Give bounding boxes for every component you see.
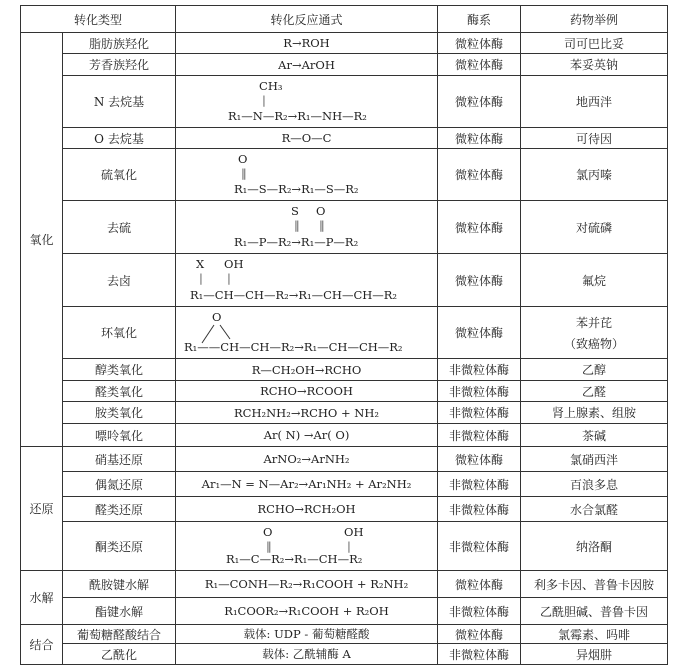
formula-cell: 载体: 乙酰辅酶 A [176,644,438,665]
drug-name: 苯妥英钠 [570,58,619,72]
formula-cell: RCH₂NH₂→RCHO + NH₂ [176,402,438,424]
drug-cell [521,472,668,497]
enzyme-cell: 微粒体酶 [438,571,521,598]
enzyme-cell: 微粒体酶 [438,201,521,254]
table-row [21,571,668,598]
drug-cell [521,402,668,424]
drug-cell [521,33,668,54]
drug-name: 纳洛酮 [576,539,613,554]
table-row [21,33,668,54]
drug-cell [521,598,668,625]
type-cell: 去卤 [63,254,176,307]
drug-cell [521,447,668,472]
bond-line: ‖ [266,539,272,553]
drug-cell [521,625,668,644]
formula-substituent: O [238,152,248,166]
formula-substituent: O [263,525,273,539]
drug-cell [521,201,668,254]
table-row [21,497,668,522]
drug-cell [521,497,668,522]
category-cell: 还原 [21,447,63,571]
formula-cell [176,307,438,359]
formula-main: R₁——CH—CH—R₂→R₁—CH—CH—R₂ [184,340,403,354]
type-cell: 芳香族羟化 [63,54,176,76]
drug-name: 地西泮 [576,95,613,109]
drug-cell [521,424,668,447]
formula-cell: R—CH₂OH→RCHO [176,359,438,381]
table-row [21,307,668,359]
table-row [21,254,668,307]
table-row [21,201,668,254]
formula-main: R₁—P—R₂→R₁—P—R₂ [234,235,359,249]
enzyme-cell: 非微粒体酶 [438,359,521,381]
drug-cell [521,128,668,149]
drug-metabolism-table [20,5,668,665]
table-row [21,359,668,381]
formula-cell [176,254,438,307]
formula-main: R₁—CH—CH—R₂→R₁—CH—CH—R₂ [190,288,398,302]
drug-name: 氯霉素、吗啡 [558,627,631,642]
enzyme-cell: 微粒体酶 [438,76,521,128]
bond-line: ‖ [319,218,325,232]
drug-cell [521,149,668,201]
bond-line: | [347,539,351,553]
bond-line: | [227,271,231,285]
drug-name: 氟烷 [582,273,607,288]
formula-main: R₁—S—R₂→R₁—S—R₂ [234,182,359,196]
type-cell: 硫氧化 [63,149,176,201]
formula-substituent: CH₃ [259,79,283,93]
enzyme-cell: 非微粒体酶 [438,381,521,402]
type-cell: 硝基还原 [63,447,176,472]
drug-name: 氯硝西泮 [570,452,619,467]
bond-line: ‖ [294,218,300,232]
type-cell: 酯键水解 [63,598,176,625]
drug-name: 司可巴比妥 [564,36,625,51]
formula-cell: ArNO₂→ArNH₂ [176,447,438,472]
drug-cell [521,307,668,359]
enzyme-cell: 非微粒体酶 [438,497,521,522]
enzyme-cell: 非微粒体酶 [438,424,521,447]
type-cell: 乙酰化 [63,644,176,665]
drug-name: 苯并芘 [576,315,613,330]
drug-note: （致癌物） [564,336,625,351]
enzyme-cell: 微粒体酶 [438,307,521,359]
type-cell: 去硫 [63,201,176,254]
drug-cell [521,381,668,402]
header-formula: 转化反应通式 [176,6,438,33]
table-row [21,424,668,447]
drug-name: 乙酰胆碱、普鲁卡因 [540,604,649,619]
formula-cell: 载体: UDP - 葡萄糖醛酸 [176,625,438,644]
drug-cell [521,76,668,128]
formula-main: R₁—C—R₂→R₁—CH—R₂ [226,552,363,566]
formula-substituent: OH [224,257,244,271]
drug-cell [521,359,668,381]
type-cell: 偶氮还原 [63,472,176,497]
enzyme-cell: 微粒体酶 [438,149,521,201]
drug-name: 利多卡因、普鲁卡因胺 [534,577,655,592]
formula-cell: R₁—CONH—R₂→R₁COOH + R₂NH₂ [176,571,438,598]
type-cell: N 去烷基 [63,76,176,128]
type-cell: O 去烷基 [63,128,176,149]
drug-cell [521,522,668,571]
type-cell: 醛类还原 [63,497,176,522]
table-row [21,598,668,625]
enzyme-cell: 非微粒体酶 [438,598,521,625]
type-cell: 脂肪族羟化 [63,33,176,54]
drug-cell [521,54,668,76]
drug-name: 乙醛 [582,384,607,399]
formula-cell [176,201,438,254]
drug-name: 乙醇 [582,363,607,377]
type-cell: 胺类氧化 [63,402,176,424]
epoxide-ring-bonds [194,323,234,353]
drug-name: 异烟肼 [576,647,613,662]
formula-substituent: S [291,204,299,218]
drug-name: 可待因 [576,131,613,146]
enzyme-cell: 非微粒体酶 [438,472,521,497]
formula-cell: RCHO→RCH₂OH [176,497,438,522]
type-cell: 醛类氧化 [63,381,176,402]
formula-substituent: X [196,257,205,271]
category-cell: 结合 [21,625,63,665]
table-row [21,76,668,128]
drug-cell [521,571,668,598]
formula-cell: Ar( N) →Ar( O) [176,424,438,447]
formula-cell [176,522,438,571]
formula-cell [176,149,438,201]
drug-name: 氯丙嗪 [576,168,613,182]
formula-cell: Ar→ArOH [176,54,438,76]
formula-substituent: OH [344,525,364,539]
bond-line: | [262,93,266,107]
drug-name: 肾上腺素、组胺 [552,406,637,420]
category-cell: 水解 [21,571,63,625]
type-cell: 酰胺键水解 [63,571,176,598]
drug-cell [521,254,668,307]
enzyme-cell: 微粒体酶 [438,254,521,307]
type-cell: 嘌呤氧化 [63,424,176,447]
table-row [21,644,668,665]
drug-name: 茶碱 [582,428,607,443]
enzyme-cell: 微粒体酶 [438,54,521,76]
enzyme-cell: 非微粒体酶 [438,402,521,424]
formula-main: R₁—N—R₂→R₁—NH—R₂ [228,109,367,123]
enzyme-cell: 微粒体酶 [438,128,521,149]
formula-substituent: O [212,310,222,324]
header-type: 转化类型 [21,6,176,33]
formula-cell: RCHO→RCOOH [176,381,438,402]
formula-cell [176,76,438,128]
formula-substituent: O [316,204,326,218]
drug-name: 对硫磷 [576,220,613,235]
table-row [21,381,668,402]
formula-cell: Ar₁—N = N—Ar₂→Ar₁NH₂ + Ar₂NH₂ [176,472,438,497]
formula-cell: R→ROH [176,33,438,54]
table-row [21,402,668,424]
enzyme-cell: 微粒体酶 [438,33,521,54]
type-cell: 酮类还原 [63,522,176,571]
table-row [21,447,668,472]
header-drug: 药物举例 [521,6,668,33]
enzyme-cell: 微粒体酶 [438,625,521,644]
bond-line: | [199,271,203,285]
table-row [21,472,668,497]
type-cell: 环氧化 [63,307,176,359]
header-row [21,6,668,33]
type-cell: 葡萄糖醛酸结合 [63,625,176,644]
table-row [21,522,668,571]
enzyme-cell: 非微粒体酶 [438,522,521,571]
category-cell: 氧化 [21,33,63,447]
formula-cell: R—O—C [176,128,438,149]
header-enzyme: 酶系 [438,6,521,33]
table-row [21,54,668,76]
table-row [21,128,668,149]
bond-line: ‖ [241,166,247,180]
table-row [21,149,668,201]
enzyme-cell: 非微粒体酶 [438,644,521,665]
drug-name: 百浪多息 [570,477,619,492]
table-row [21,625,668,644]
drug-name: 水合氯醛 [570,502,619,517]
enzyme-cell: 微粒体酶 [438,447,521,472]
formula-cell: R₁COOR₂→R₁COOH + R₂OH [176,598,438,625]
type-cell: 醇类氧化 [63,359,176,381]
drug-cell [521,644,668,665]
